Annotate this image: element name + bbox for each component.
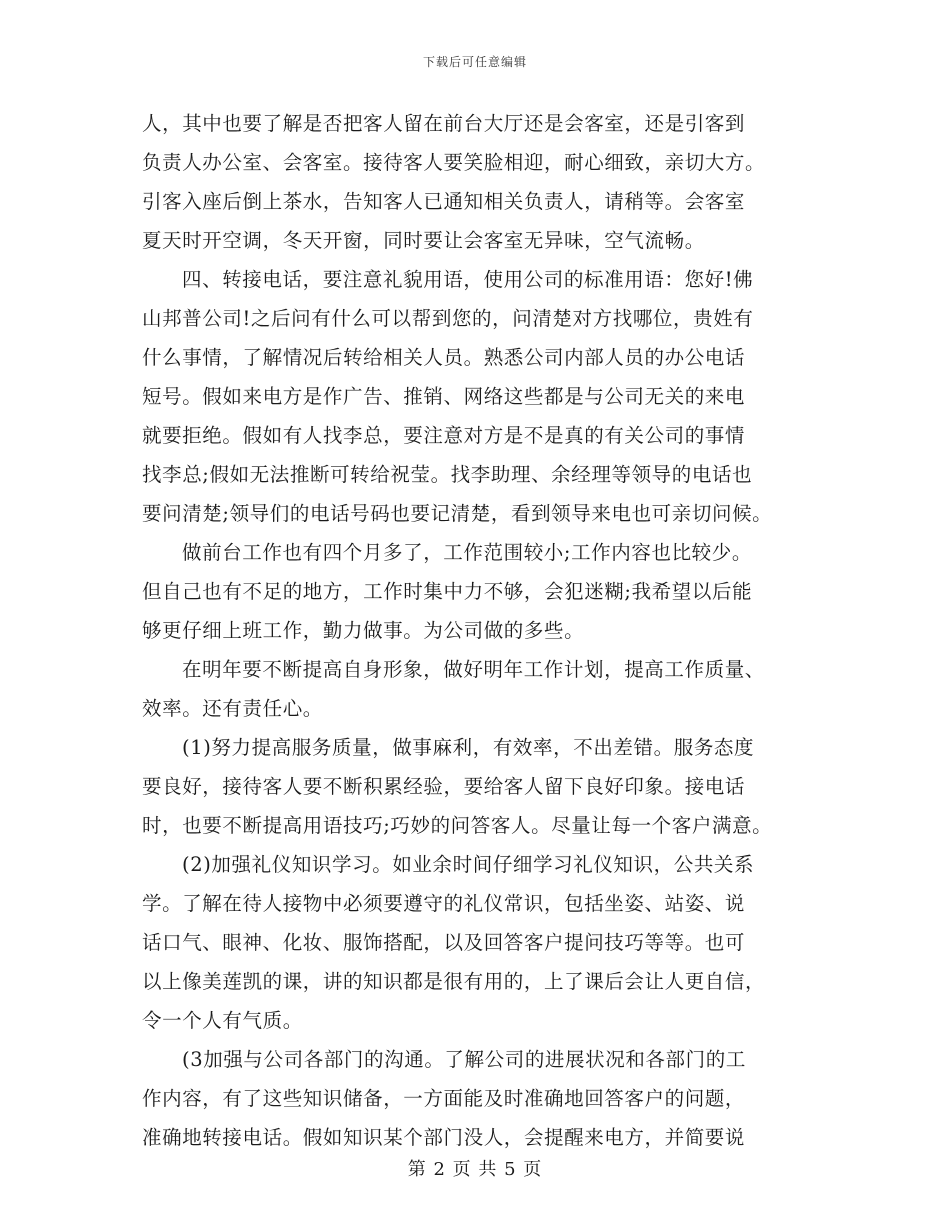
text-line: 引客入座后倒上茶水，告知客人已通知相关负责人，请稍等。会客室 (142, 190, 746, 213)
text-line: 以上像美莲凯的课，讲的知识都是很有用的，上了课后会让人更自信， (142, 970, 766, 993)
text-line: 人，其中也要了解是否把客人留在前台大厅还是会客室，还是引客到 (142, 112, 746, 135)
text-line: 话口气、眼神、化妆、服饰搭配，以及回答客户提问技巧等等。也可 (142, 931, 746, 954)
text-line: 负责人办公室、会客室。接待客人要笑脸相迎，耐心细致，亲切大方。 (142, 151, 766, 174)
text-line: 学。了解在待人接物中必须要遵守的礼仪常识，包括坐姿、站姿、说 (142, 892, 746, 915)
paragraph-start-line: 在明年要不断提高自身形象，做好明年工作计划，提高工作质量、 (182, 658, 765, 681)
paragraph-start-line: (2)加强礼仪知识学习。如业余时间仔细学习礼仪知识，公共关系 (182, 853, 755, 876)
text-line: 准确地转接电话。假如知识某个部门没人，会提醒来电方，并简要说 (142, 1126, 746, 1149)
document-body (142, 104, 822, 1157)
text-line: 时，也要不断提高用语技巧;巧妙的问答客人。尽量让每一个客户满意。 (142, 814, 773, 837)
text-line: 但自己也有不足的地方，工作时集中力不够，会犯迷糊;我希望以后能 (142, 580, 753, 603)
text-line: 要问清楚;领导们的电话号码也要记清楚，看到领导来电也可亲切问候。 (142, 502, 773, 525)
text-line: 短号。假如来电方是作广告、推销、网络这些都是与公司无关的来电 (142, 385, 746, 408)
text-line: 效率。还有责任心。 (142, 697, 323, 720)
paragraph-start-line: 做前台工作也有四个月多了，工作范围较小;工作内容也比较少。 (182, 541, 752, 564)
text-line: 够更仔细上班工作，勤力做事。为公司做的多些。 (142, 619, 585, 642)
paragraph-start-line: (3加强与公司各部门的沟通。了解公司的进展状况和各部门的工 (182, 1048, 746, 1071)
text-line: 令一个人有气质。 (142, 1009, 303, 1032)
text-line: 什么事情，了解情况后转给相关人员。熟悉公司内部人员的办公电话 (142, 346, 746, 369)
text-line: 要良好，接待客人要不断积累经验，要给客人留下良好印象。接电话 (142, 775, 746, 798)
text-line: 就要拒绝。假如有人找李总，要注意对方是不是真的有关公司的事情 (142, 424, 746, 447)
paragraph-start-line: (1)努力提高服务质量，做事麻利，有效率，不出差错。服务态度 (182, 736, 755, 759)
page-footer: 第 2 页 共 5 页 (407, 1159, 543, 1180)
text-line: 山邦普公司!之后问有什么可以帮到您的，问清楚对方找哪位，贵姓有 (142, 307, 754, 330)
page-header: 下载后可任意编辑 (422, 55, 527, 69)
text-line: 夏天时开空调，冬天开窗，同时要让会客室无异味，空气流畅。 (142, 229, 705, 252)
paragraph-start-line: 四、转接电话，要注意礼貌用语，使用公司的标准用语：您好!佛 (182, 268, 754, 291)
text-line: 找李总;假如无法推断可转给祝莹。找李助理、余经理等领导的电话也 (142, 463, 753, 486)
text-line: 作内容，有了这些知识储备，一方面能及时准确地回答客户的问题， (142, 1087, 746, 1110)
